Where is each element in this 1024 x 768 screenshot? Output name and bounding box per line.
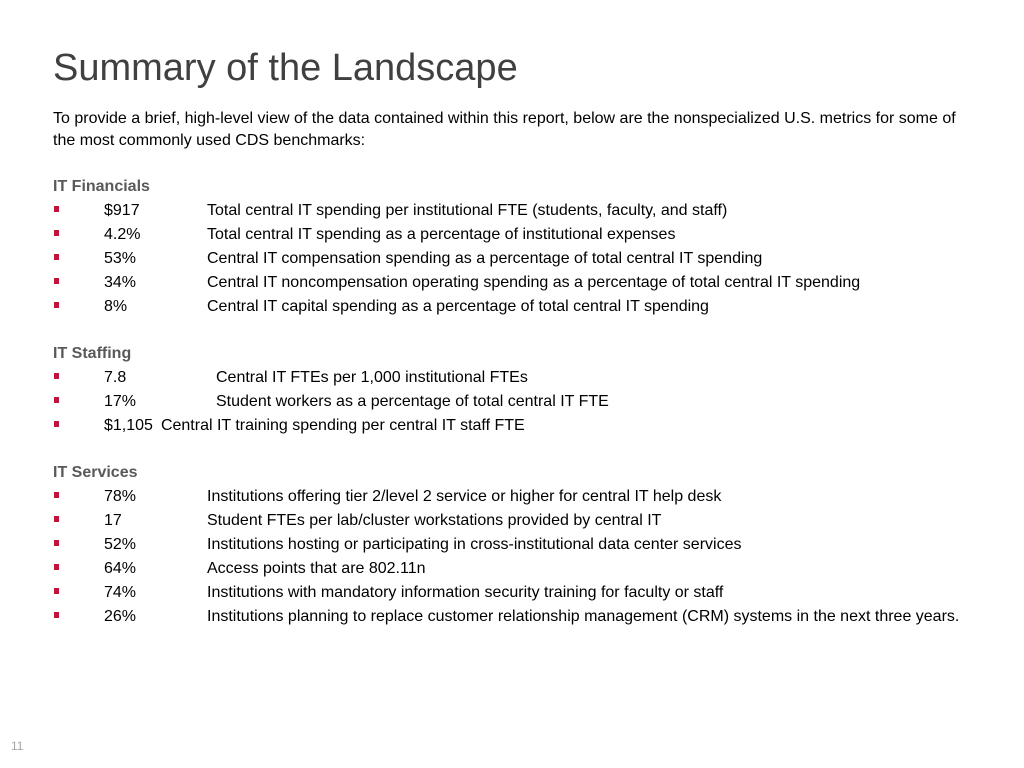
metric-value: 26% xyxy=(104,608,137,625)
list-item xyxy=(53,485,983,509)
metric-value: 17 xyxy=(104,512,122,529)
bullet-icon xyxy=(54,373,59,379)
metric-list xyxy=(53,199,983,319)
bullet-icon xyxy=(54,492,59,498)
bullet-icon xyxy=(54,564,59,570)
metric-value: 4.2% xyxy=(104,226,141,243)
metric-value: 34% xyxy=(104,274,137,291)
list-item xyxy=(53,199,983,223)
metric-value: 8% xyxy=(104,298,128,315)
list-item xyxy=(53,390,983,414)
bullet-icon xyxy=(54,588,59,594)
list-item xyxy=(53,557,983,581)
page-title: Summary of the Landscape xyxy=(53,47,518,89)
bullet-icon xyxy=(54,302,59,308)
bullet-icon xyxy=(54,254,59,260)
metric-value: 74% xyxy=(104,584,137,601)
bullet-icon xyxy=(54,278,59,284)
page-number: 11 xyxy=(11,739,24,753)
list-item xyxy=(53,533,983,557)
list-item xyxy=(53,581,983,605)
metric-value: 53% xyxy=(104,250,137,267)
list-item xyxy=(53,247,983,271)
list-item xyxy=(53,271,983,295)
section-heading: IT Financials xyxy=(53,178,150,195)
list-item xyxy=(53,414,983,438)
metric-value: 17% xyxy=(104,393,137,410)
metric-list xyxy=(53,366,983,438)
metric-description: Institutions with mandatory information security training for faculty or staff xyxy=(207,584,724,601)
list-item xyxy=(53,223,983,247)
metric-value: 52% xyxy=(104,536,137,553)
metric-description: Central IT FTEs per 1,000 institutional FTEs xyxy=(216,369,528,386)
section-it-services xyxy=(53,461,983,629)
metric-description: Total central IT spending per institutional FTE (students, faculty, and staff) xyxy=(207,202,728,219)
section-it-financials xyxy=(53,175,983,319)
metric-description: Total central IT spending as a percentage of institutional expenses xyxy=(207,226,676,243)
bullet-icon xyxy=(54,612,59,618)
list-item xyxy=(53,509,983,533)
metric-description: Student workers as a percentage of total central IT FTE xyxy=(216,393,609,410)
bullet-icon xyxy=(54,421,59,427)
section-heading: IT Staffing xyxy=(53,345,132,362)
metric-description: Central IT training spending per central IT staff FTE xyxy=(160,417,525,434)
metric-value: $917 xyxy=(104,202,140,219)
metric-list xyxy=(53,485,983,629)
section-it-staffing xyxy=(53,342,983,438)
metric-description: Access points that are 802.11n xyxy=(207,560,426,577)
bullet-icon xyxy=(54,230,59,236)
list-item xyxy=(53,366,983,390)
bullet-icon xyxy=(54,206,59,212)
metric-description: Student FTEs per lab/cluster workstations provided by central IT xyxy=(207,512,662,529)
intro-paragraph: To provide a brief, high-level view of the data contained within this report, below are the nonspecialized U.S. metrics for some of the most commonly used CDS benchmarks: xyxy=(53,110,956,149)
bullet-icon xyxy=(54,540,59,546)
metric-description: Central IT noncompensation operating spending as a percentage of total central IT spending xyxy=(207,274,861,291)
metric-description: Institutions planning to replace customer relationship management (CRM) systems in the next three years. xyxy=(207,608,960,625)
metric-value: 78% xyxy=(104,488,137,505)
metric-description: Institutions hosting or participating in cross-institutional data center services xyxy=(207,536,742,553)
bullet-icon xyxy=(54,516,59,522)
metric-value: 64% xyxy=(104,560,137,577)
metric-value: 7.8 xyxy=(104,369,127,386)
bullet-icon xyxy=(54,397,59,403)
list-item xyxy=(53,605,983,629)
metric-description: Central IT compensation spending as a percentage of total central IT spending xyxy=(207,250,763,267)
metric-value: $1,105 xyxy=(104,417,153,434)
metric-description: Institutions offering tier 2/level 2 service or higher for central IT help desk xyxy=(207,488,722,505)
list-item xyxy=(53,295,983,319)
section-heading: IT Services xyxy=(53,464,138,481)
metric-description: Central IT capital spending as a percentage of total central IT spending xyxy=(207,298,709,315)
